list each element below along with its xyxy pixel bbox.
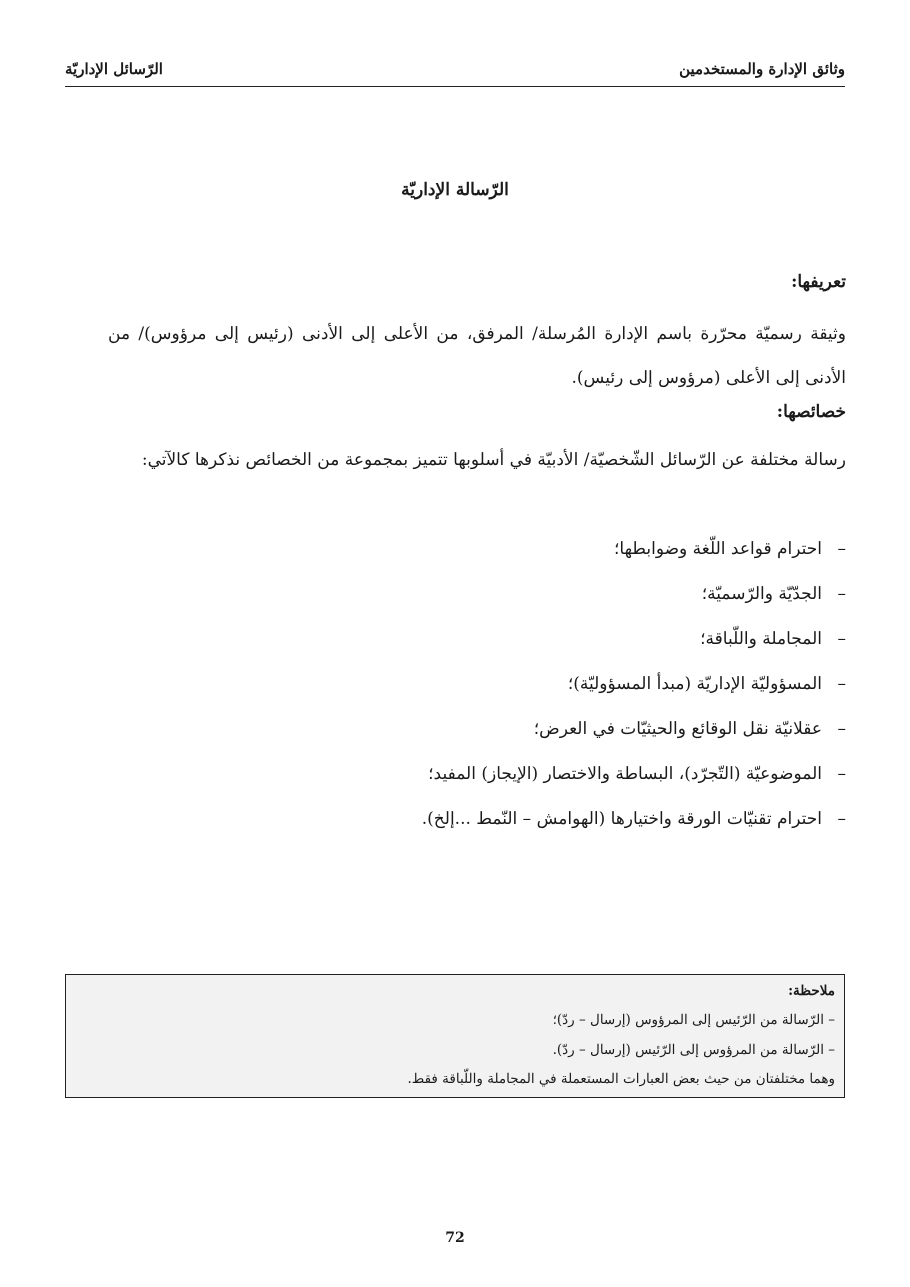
list-item-text: احترام قواعد اللّغة وضوابطها؛	[614, 539, 822, 559]
list-item	[108, 580, 846, 625]
list-item	[108, 760, 846, 805]
list-item-text: الموضوعيّة (التّجرّد)، البساطة والاختصار (الإيجاز) المفيد؛	[428, 764, 822, 784]
definition-paragraph: وثيقة رسميّة محرّرة باسم الإدارة المُرسلة/ المرفق، من الأعلى إلى الأدنى (رئيس إلى مرؤوس)/ من الأدنى إلى الأعلى (مرؤوس إلى رئيس).	[108, 324, 846, 388]
list-item	[108, 805, 846, 850]
page-number: 72	[445, 1230, 465, 1246]
note-line: – الرّسالة من الرّئيس إلى المرؤوس (إرسال – ردّ)؛	[552, 1012, 835, 1028]
list-item-text: المسؤوليّة الإداريّة (مبدأ المسؤوليّة)؛	[567, 674, 822, 694]
features-intro: رسالة مختلفة عن الرّسائل الشّخصيّة/ الأدبيّة في أسلوبها تتميز بمجموعة من الخصائص نذكرها كالآتي:	[141, 450, 846, 470]
bullet-dash: –	[837, 674, 846, 694]
list-item	[108, 670, 846, 715]
features-heading: خصائصها:	[776, 402, 846, 422]
list-item	[108, 535, 846, 580]
bullet-dash: –	[837, 809, 846, 829]
list-item-text: الجدّيّة والرّسميّة؛	[701, 584, 822, 604]
header-book-title: وثائق الإدارة والمستخدمين	[679, 60, 845, 78]
header-chapter-title: الرّسائل الإداريّة	[65, 60, 163, 78]
bullet-dash: –	[837, 584, 846, 604]
list-item-text: المجاملة واللّباقة؛	[700, 629, 822, 649]
list-item-text: عقلانيّة نقل الوقائع والحيثيّات في العرض؛	[533, 719, 822, 739]
note-title: ملاحظة:	[788, 983, 835, 999]
note-box	[65, 974, 845, 1098]
bullet-dash: –	[837, 764, 846, 784]
list-item	[108, 625, 846, 670]
running-header	[65, 56, 845, 87]
note-line: وهما مختلفتان من حيث بعض العبارات المستعملة في المجاملة واللّباقة فقط.	[407, 1071, 835, 1087]
list-item	[108, 715, 846, 760]
bullet-dash: –	[837, 629, 846, 649]
bullet-dash: –	[837, 719, 846, 739]
bullet-dash: –	[837, 539, 846, 559]
section-title: الرّسالة الإداريّة	[401, 180, 509, 200]
definition-heading: تعريفها:	[791, 272, 846, 292]
features-list	[108, 535, 846, 850]
list-item-text: احترام تقنيّات الورقة واختيارها (الهوامش – النّمط ...إلخ).	[421, 809, 822, 829]
note-line: – الرّسالة من المرؤوس إلى الرّئيس (إرسال – ردّ).	[552, 1042, 835, 1058]
